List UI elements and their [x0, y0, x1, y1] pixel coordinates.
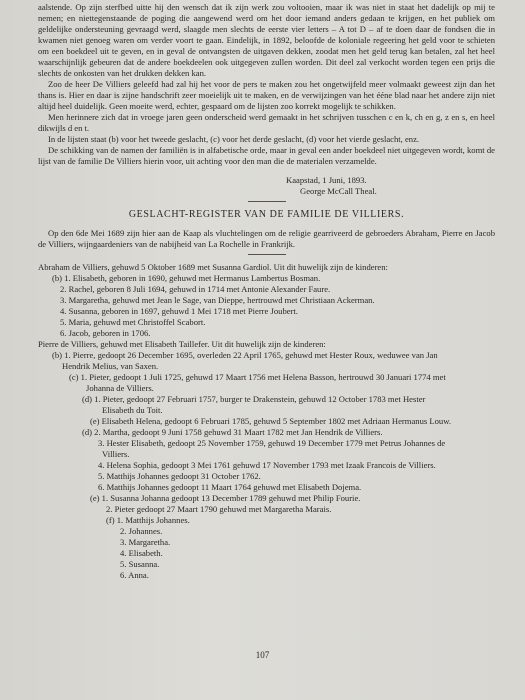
- register-entry: 2. Johannes.: [120, 526, 163, 536]
- register-entry: (c) 1. Pieter, gedoopt 1 Juli 1725, gehuwd 17 Maart 1756 met Helena Basson, hertrouwd 30 Januari 1774 met: [69, 372, 446, 382]
- register-entry: 5. Maria, gehuwd met Christoffel Scabort.: [60, 317, 206, 327]
- register-entry: 5. Matthijs Johannes gedoopt 31 October 1762.: [98, 471, 261, 481]
- text-column: [38, 2, 495, 581]
- register-entry: (e) Elisabeth Helena, gedoopt 6 Februari 1785, gehuwd 5 September 1802 met Adriaan Hermanus Louw.: [90, 416, 451, 426]
- register-entry: Abraham de Villiers, gehuwd 5 Oktober 1689 met Susanna Gardiol. Uit dit huwelijk zijn de kinderen:: [38, 262, 388, 272]
- intro-paragraph-5: De schikking van de namen der familiën is in alfabetische orde, maar in geval een ander boekdeel niet uitgegeven wordt, komt de lijst van de familie De Villiers hierin voor, uit achting voor den man die de materialen verzamelde.: [38, 145, 495, 166]
- register-entry: (b) 1. Pierre, gedoopt 26 December 1695, overleden 22 April 1765, gehuwd met Hester Roux, weduwee van Jan: [52, 350, 438, 360]
- register-entry: (e) 1. Susanna Johanna gedoopt 13 December 1789 gehuwd met Philip Fourie.: [90, 493, 361, 503]
- register-entry: (d) 1. Pieter, gedoopt 27 Februari 1757, burger te Drakenstein, gehuwd 12 October 1783 met Hester: [82, 394, 426, 404]
- register-entry: Pierre de Villiers, gehuwd met Elisabeth Taillefer. Uit dit huwelijk zijn de kinderen:: [38, 339, 326, 349]
- register-entry: Elisabeth du Toit.: [102, 405, 163, 415]
- signature-place-date: Kaapstad, 1 Juni, 1893.: [286, 175, 367, 185]
- register-entry: 3. Margaretha, gehuwd met Jean le Sage, van Dieppe, hertrouwd met Christiaan Ackerman.: [60, 295, 375, 305]
- register-opening: Op den 6de Mei 1689 zijn hier aan de Kaap als vluchtelingen om de religie gearriveerd de gebroeders Abraham, Pierre en Jacob de Villiers, wijngaardeniers van de nabijheid van La Rochelle in Frankrijk.: [38, 228, 495, 249]
- register-entry: (f) 1. Matthijs Johannes.: [106, 515, 190, 525]
- divider-rule-2: [248, 254, 286, 255]
- intro-paragraph-2: Zoo de heer De Villiers geleefd had zal hij het voor de pers te maken zou het ongetwijfeld meer volmaakt geweest zijn dan het thans is. Hier en daar is zijne handschrift zeer moeielijk uit te maken, en de verwijzingen van het ééne blad naar het andere zijn niet altijd heel duidelijk. Geen moeite werd, echter, gespaard om de lijsten zoo korrekt mogelijk te schikken.: [38, 79, 495, 111]
- register-entry: 6. Matthijs Johannes gedoopt 11 Maart 1764 gehuwd met Elisabeth Dojema.: [98, 482, 362, 492]
- register-entry: 4. Elisabeth.: [120, 548, 163, 558]
- page-number: 107: [255, 650, 270, 660]
- register-entry: Johanna de Villiers.: [86, 383, 154, 393]
- register-entry: 3. Hester Elisabeth, gedoopt 25 November 1759, gehuwd 19 December 1779 met Petrus Johannes de: [98, 438, 446, 448]
- register-entry: 4. Susanna, geboren in 1697, gehuwd 1 Mei 1718 met Pierre Joubert.: [60, 306, 298, 316]
- register-entry: Hendrik Melius, van Saxen.: [62, 361, 159, 371]
- register-entry: (d) 2. Martha, gedoopt 9 Juni 1758 gehuwd 31 Maart 1782 met Jan Hendrik de Villiers.: [82, 427, 383, 437]
- register-heading: GESLACHT-REGISTER VAN DE FAMILIE DE VILLIERS.: [128, 209, 405, 220]
- register-entry: 3. Margaretha.: [120, 537, 171, 547]
- intro-paragraph-4: In de lijsten staat (b) voor het tweede geslacht, (c) voor het derde geslacht, (d) voor het vierde geslacht, enz.: [48, 134, 420, 144]
- register-entry: 6. Anna.: [120, 570, 149, 580]
- genealogy-list: [38, 262, 495, 581]
- intro-paragraph-1: aalstende. Op zijn sterfbed uitte hij den wensch dat ik zijn werk zou voltooien, maar ik was niet in staat het dadelijk op mij te nemen; en niettegenstaande de poging die aangewend werd om het door iemand anders gedaan te krijgen, en het publiek om geldelijke ondersteuning gevraagd werd, slaagde men slechts de eerste vier letters – A tot D – af te doen daar de fondsen die in kwamen niet genoeg waren om verder voort te gaan. Eindelijk, in 1892, beloofde de koloniale regeering het geld voor te schieten om een boekdeel uit te geven, en in geval de ontvangsten de uitgaven dekken, zoodat men het geld terug kan betalen, zal het heel waarschijnlijk gebeuren dat de andere boekdeelen ook uitgegeven zullen worden. Dit deel zal verkocht worden tegen een prijs die slechts de onkosten van het drukken dekken kan.: [38, 2, 495, 78]
- register-entry: (b) 1. Elisabeth, geboren in 1690, gehuwd met Hermanus Lambertus Bosman.: [52, 273, 321, 283]
- register-entry: 5. Susanna.: [120, 559, 160, 569]
- register-entry: 2. Pieter gedoopt 27 Maart 1790 gehuwd met Margaretha Marais.: [106, 504, 332, 514]
- register-entry: 2. Rachel, geboren 8 Juli 1694, gehuwd in 1714 met Antonie Alexander Faure.: [60, 284, 331, 294]
- register-entry: 6. Jacob, geboren in 1706.: [60, 328, 151, 338]
- divider-rule: [248, 201, 286, 202]
- intro-paragraph-3: Men herinnere zich dat in vroege jaren geen onderscheid werd gemaakt in het schrijven tusschen c en k, ch en g, z en s, en heel dikwijls d en t.: [38, 112, 495, 133]
- register-entry: Villiers.: [102, 449, 130, 459]
- signature-name: George McCall Theal.: [300, 186, 377, 196]
- register-entry: 4. Helena Sophia, gedoopt 3 Mei 1761 gehuwd 17 November 1793 met Izaak Francois de Villiers.: [98, 460, 436, 470]
